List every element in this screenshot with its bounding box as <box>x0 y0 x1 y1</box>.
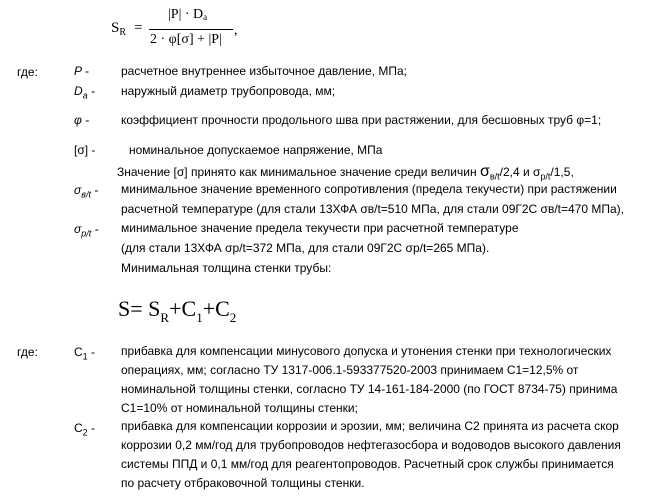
c1-line3: номинальной толщины стенки, согласно ТУ 14-161-184-2000 (по ГОСТ 8734-75) принима <box>121 382 618 396</box>
c2-line1: прибавка для компенсации коррозии и эрозии, мм; величина C2 принята из расчета скор <box>121 419 619 433</box>
def-p-text: расчетное внутреннее избыточное давление, МПа; <box>121 64 407 78</box>
def-d-symbol: $D_a$ - <box>74 84 96 101</box>
sigma-pt-line2: (для стали 13ХФА σp/t=372 МПа, для стали 09Г2С σp/t=265 МПа). <box>121 241 490 255</box>
formula1-denominator: 2 · φ[σ] + |P| <box>150 32 222 47</box>
c2-line4: по расчету отбраковочной толщины стенки. <box>121 476 365 490</box>
sigma-vt-line2: расчетной температуре (для стали 13ХФА σв/t=510 МПа, для стали 09Г2С σв/t=470 МПа), <box>121 202 624 216</box>
def-p-symbol: P - <box>74 64 89 78</box>
sigma-vt-symbol: $\sigma_{в/t}$ - <box>74 183 99 200</box>
sigma-note: Значение [σ] принято как минимальное значение среди величин $\sigma_{в/t}/2,4$ и $\sigma_{p/t}/1,5$, <box>117 163 574 182</box>
c1-line2: операциях, мм; согласно ТУ 1317-006.1-593377520-2003 принимаем C1=12,5% от <box>121 363 579 377</box>
formula1-fraction-bar <box>149 29 233 30</box>
formula1-comma: , <box>234 23 238 38</box>
formula2: $S= S_R+C_1+C_2$ <box>118 296 237 325</box>
formula1-equals: = <box>134 20 143 36</box>
sigma-vt-line1: минимальное значение временного сопротивления (предела текучести) при растяжении <box>121 182 617 196</box>
c2-symbol: $C_2$ - <box>74 421 96 438</box>
c1-line1: прибавка для компенсации минусового допуска и утонения стенки при технологических <box>121 344 612 358</box>
c2-line3: системы ППД и 0,1 мм/год для реагентопроводов. Расчетный срок службы принимается <box>121 457 614 471</box>
sigma-pt-line1: минимальное значение предела текучести при расчетной температуре <box>121 221 519 235</box>
def-d-text: наружный диаметр трубопровода, мм; <box>121 84 336 98</box>
where-label-2: где: <box>17 345 38 359</box>
min-thickness-label: Минимальная толщина стенки трубы: <box>121 261 332 275</box>
sigma-pt-symbol: $\sigma_{p/t}$ - <box>74 222 99 239</box>
c1-symbol: $C_1$ - <box>74 345 96 362</box>
where-label: где: <box>17 65 38 79</box>
c2-line2: коррозии 0,2 мм/год для трубопроводов нефтегазосбора и водоводов высокого давления <box>121 438 621 452</box>
def-sigma-text: номинальное допускаемое напряжение, МПа <box>129 143 383 157</box>
formula1-numerator: $|P| \cdot D_a$ <box>168 7 208 22</box>
def-phi-text: коэффициент прочности продольного шва при растяжении, для бесшовных труб φ=1; <box>121 113 602 127</box>
def-phi-symbol: φ - <box>74 113 90 127</box>
formula1-lhs: $S_R$ <box>111 20 127 38</box>
def-sigma-symbol: [σ] - <box>74 143 96 157</box>
c1-line4: C1=10% от номинальной толщины стенки; <box>121 401 358 415</box>
